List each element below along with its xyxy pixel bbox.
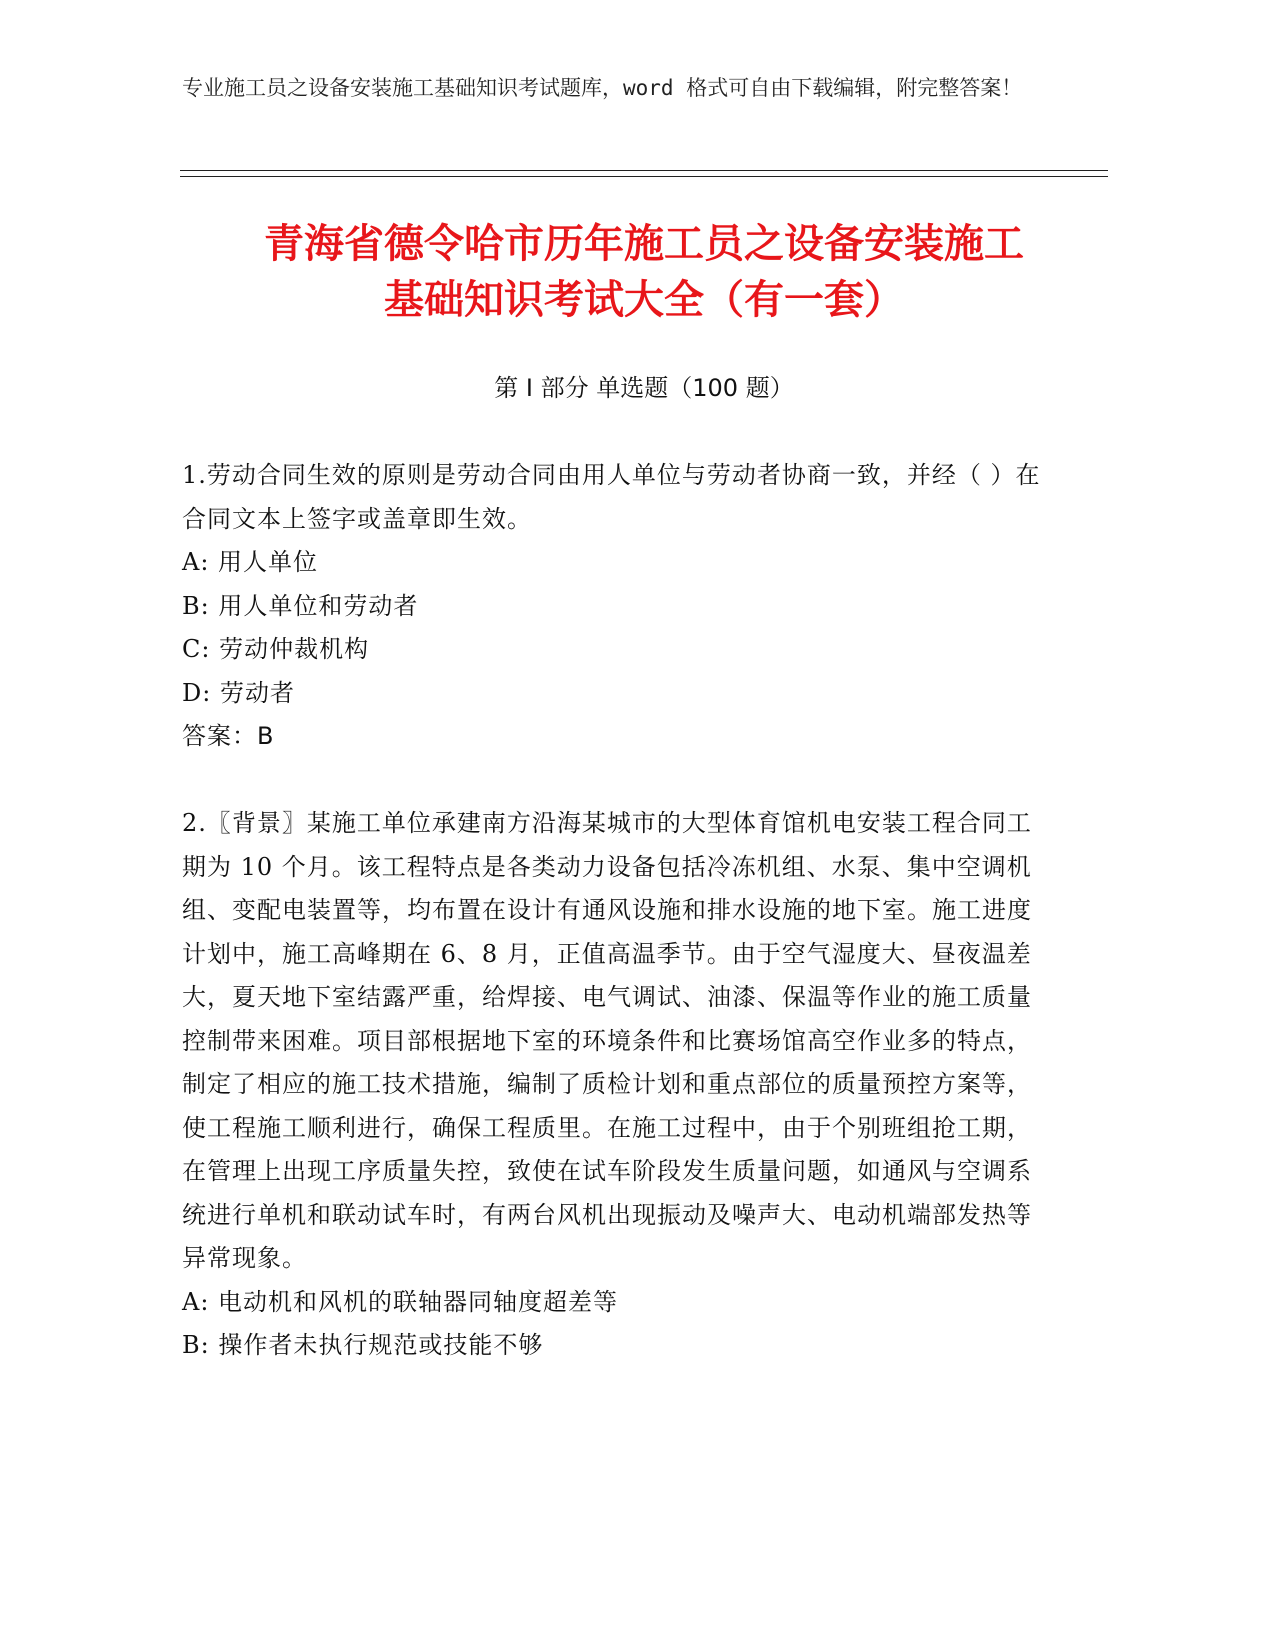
question-stem: 2.〖背景〗某施工单位承建南方沿海某城市的大型体育馆机电安装工程合同工期为 10 个月。该工程特点是各类动力设备包括冷冻机组、水泵、集中空调机组、变配电装置等，均布置在设计有通风设施和排水设施的地下室。施工进度计划中，施工高峰期在 6、8 月，正值高温季节。由于空气湿度大、昼夜温差大，夏天地下室结露严重，给焊接、电气调试、油漆、保温等作业的施工质量控制带来困难。项目部根据地下室的环境条件和比赛场馆高空作业多的特点，制定了相应的施工技术措施，编制了质检计划和重点部位的质量预控方案等，使工程施工顺利进行，确保工程质里。在施工过程中，由于个别班组抢工期，在管理上出现工序质量失控，致使在试车阶段发生质量问题，如通风与空调系统进行单机和联动试车时，有两台风机出现振动及噪声大、电动机端部发热等异常现象。 <box>182 809 1032 1272</box>
header-divider-top <box>180 170 1108 171</box>
option-a: A: 用人单位 <box>182 548 319 576</box>
question-stem: 1.劳动合同生效的原则是劳动合同由用人单位与劳动者协商一致，并经（ ）在合同文本上签字或盖章即生效。 <box>182 461 1041 533</box>
option-b: B: 用人单位和劳动者 <box>182 591 419 620</box>
header-divider-bottom <box>180 176 1108 177</box>
header-note: 专业施工员之设备安装施工基础知识考试题库，word 格式可自由下载编辑，附完整答案！ <box>182 76 1023 100</box>
option-c: C: 劳动仲裁机构 <box>182 635 370 663</box>
option-a: A: 电动机和风机的联轴器同轴度超差等 <box>182 1287 619 1316</box>
option-b: B: 操作者未执行规范或技能不够 <box>182 1331 544 1359</box>
option-d: D: 劳动者 <box>182 678 295 707</box>
answer: 答案：B <box>182 722 275 750</box>
question-2 <box>182 802 1042 1368</box>
question-1 <box>182 454 1042 759</box>
document-title <box>180 216 1108 328</box>
document-title-line-2: 基础知识考试大全（有一套） <box>384 277 904 323</box>
section-heading: 第 I 部分 单选题（100 题） <box>494 374 794 402</box>
document-title-line-1: 青海省德令哈市历年施工员之设备安装施工 <box>264 221 1024 267</box>
